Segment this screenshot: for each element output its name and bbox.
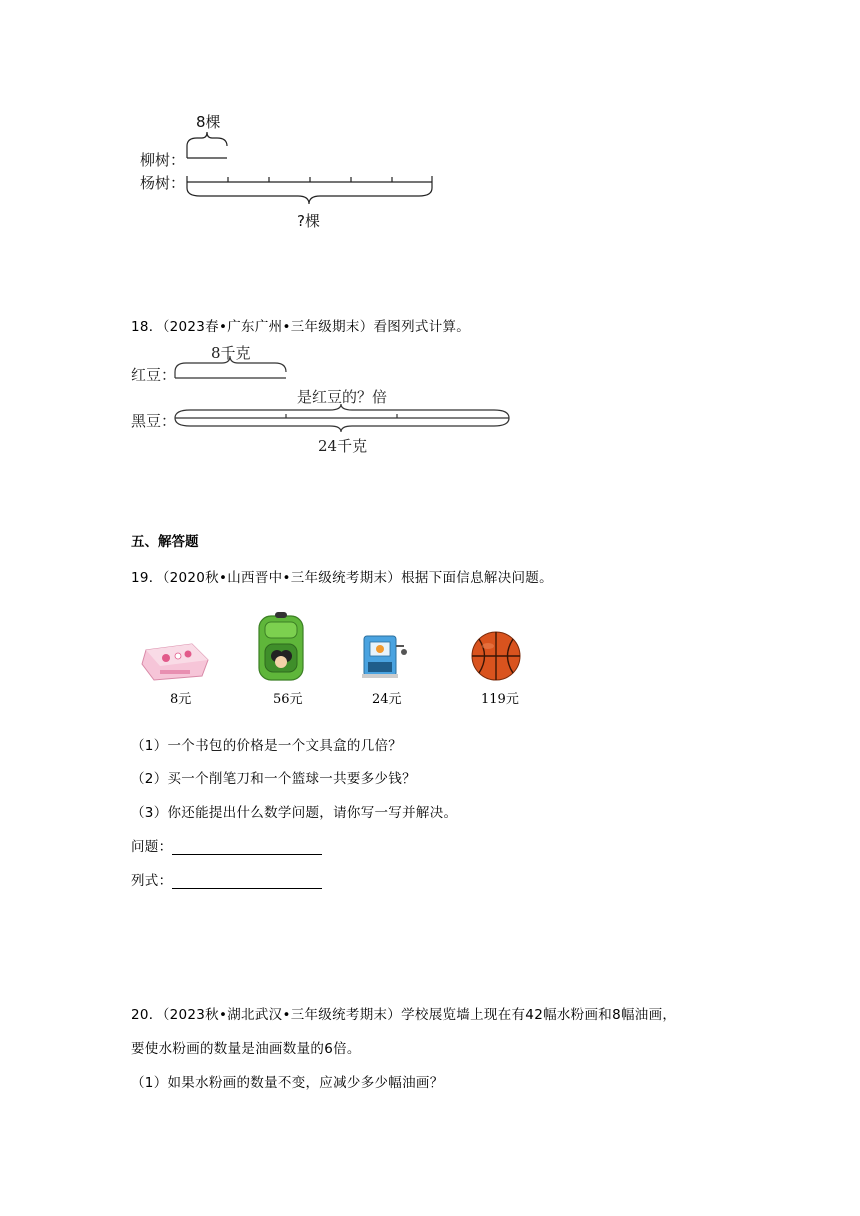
diagram18-top-label: 8千克 [211, 344, 251, 362]
price-sharpener: 24元 [372, 692, 402, 707]
question-20-line2: 要使水粉画的数量是油画数量的6倍。 [131, 1041, 361, 1057]
backpack-icon [253, 610, 309, 684]
pencil-case-icon [140, 640, 210, 682]
q19-question-label: 问题： [131, 839, 173, 855]
basketball-icon [470, 630, 522, 682]
q19-formula-label: 列式： [131, 873, 173, 889]
diagram17-row2-label: 杨树： [140, 174, 186, 192]
diagram18-row1-label: 红豆： [131, 366, 177, 384]
diagram17-row1-label: 柳树： [140, 151, 186, 169]
question-18-text: 18．（2023春•广东广州•三年级期末）看图列式计算。 [131, 319, 471, 335]
pencil-sharpener-icon [360, 628, 408, 682]
diagram18-lines [0, 0, 860, 460]
q19-sub2: （2）买一个削笔刀和一个篮球一共要多少钱？ [131, 771, 416, 787]
formula-answer-blank[interactable] [172, 876, 322, 889]
question-19-text: 19．（2020秋•山西晋中•三年级统考期末）根据下面信息解决问题。 [131, 570, 553, 586]
q19-sub3: （3）你还能提出什么数学问题，请你写一写并解决。 [131, 805, 458, 821]
diagram17-top-label: 8棵 [196, 113, 221, 131]
diagram17-bottom-label: ?棵 [297, 212, 320, 230]
question-20-line1: 20．（2023秋•湖北武汉•三年级统考期末）学校展览墙上现在有42幅水粉画和8幅油画， [131, 1007, 677, 1023]
diagram18-bottom-label: 24千克 [318, 437, 368, 455]
q19-formula-line [131, 869, 322, 889]
q19-sub1: （1）一个书包的价格是一个文具盒的几倍？ [131, 738, 403, 754]
price-basketball: 119元 [481, 692, 519, 707]
price-backpack: 56元 [273, 692, 303, 707]
question-answer-blank[interactable] [172, 842, 322, 855]
q19-question-line [131, 835, 322, 855]
price-pencil-case: 8元 [170, 692, 192, 707]
section-5-title: 五、解答题 [131, 534, 199, 550]
q20-sub1: （1）如果水粉画的数量不变，应减少多少幅油画？ [131, 1075, 444, 1091]
diagram18-row2-label: 黑豆： [131, 412, 177, 430]
diagram18-middle-label: 是红豆的？倍 [297, 388, 388, 406]
